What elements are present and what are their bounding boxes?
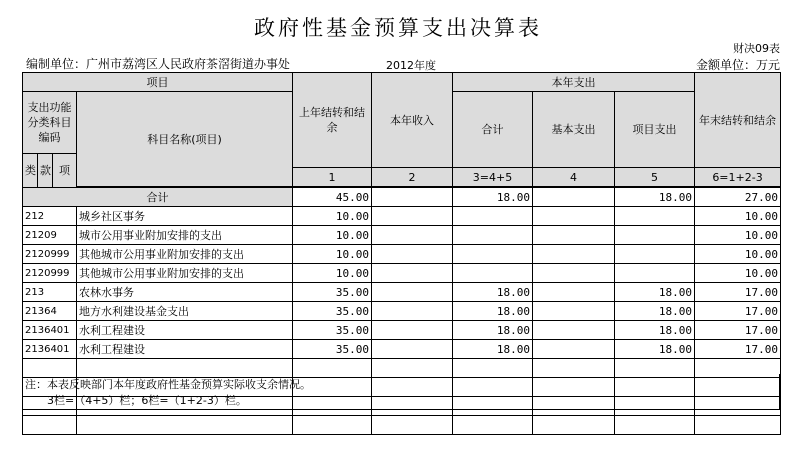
empty-row	[23, 416, 781, 435]
header-basic: 基本支出	[533, 92, 615, 168]
table-row	[23, 321, 781, 340]
row-name: 城市公用事业附加安排的支出	[77, 226, 293, 245]
col-index-4: 4	[533, 168, 615, 187]
col-index-2: 2	[372, 168, 453, 187]
total-basic	[533, 188, 615, 207]
row-income	[372, 302, 453, 321]
row-end: 10.00	[695, 226, 781, 245]
row-end: 10.00	[695, 264, 781, 283]
row-prev: 10.00	[293, 226, 372, 245]
header-project: 项目支出	[615, 92, 695, 168]
row-name: 其他城市公用事业附加安排的支出	[77, 245, 293, 264]
row-income	[372, 340, 453, 359]
row-name: 水利工程建设	[77, 321, 293, 340]
row-code: 2136401	[23, 321, 77, 340]
row-end: 10.00	[695, 207, 781, 226]
row-end: 17.00	[695, 321, 781, 340]
row-basic	[533, 302, 615, 321]
total-prev: 45.00	[293, 188, 372, 207]
row-code: 2120999	[23, 264, 77, 283]
row-income	[372, 226, 453, 245]
total-expense: 18.00	[453, 188, 533, 207]
row-income	[372, 321, 453, 340]
total-end: 27.00	[695, 188, 781, 207]
header-end-balance: 年末结转和结余	[695, 73, 781, 168]
row-prev: 35.00	[293, 321, 372, 340]
row-income	[372, 245, 453, 264]
row-basic	[533, 340, 615, 359]
row-project	[615, 226, 695, 245]
table-row	[23, 302, 781, 321]
row-prev: 10.00	[293, 245, 372, 264]
row-end: 17.00	[695, 340, 781, 359]
footnote	[22, 374, 780, 410]
row-code: 213	[23, 283, 77, 302]
row-total	[453, 264, 533, 283]
row-basic	[533, 321, 615, 340]
row-total	[453, 207, 533, 226]
row-total: 18.00	[453, 340, 533, 359]
header-expense: 本年支出	[453, 73, 695, 92]
row-basic	[533, 245, 615, 264]
report-title: 政府性基金预算支出决算表	[254, 16, 542, 40]
col-index-3: 3=4+5	[453, 168, 533, 187]
header-prev-balance: 上年结转和结余	[293, 73, 372, 168]
row-prev: 35.00	[293, 302, 372, 321]
row-total: 18.00	[453, 302, 533, 321]
row-income	[372, 264, 453, 283]
report-year: 2012年度	[386, 59, 436, 72]
row-total: 18.00	[453, 283, 533, 302]
header-income: 本年收入	[372, 73, 453, 168]
row-basic	[533, 283, 615, 302]
compiling-unit: 编制单位：广州市荔湾区人民政府茶滘街道办事处	[26, 57, 291, 71]
row-end: 17.00	[695, 283, 781, 302]
col-index-5: 5	[615, 168, 695, 187]
row-prev: 35.00	[293, 283, 372, 302]
row-name: 城乡社区事务	[77, 207, 293, 226]
row-end: 17.00	[695, 302, 781, 321]
row-name: 水利工程建设	[77, 340, 293, 359]
row-end: 10.00	[695, 245, 781, 264]
table-row	[23, 245, 781, 264]
row-basic	[533, 264, 615, 283]
row-prev: 10.00	[293, 207, 372, 226]
row-project	[615, 264, 695, 283]
row-basic	[533, 226, 615, 245]
row-total	[453, 245, 533, 264]
row-project: 18.00	[615, 340, 695, 359]
header-code: 支出功能分类科目编码	[23, 92, 77, 154]
table-row	[23, 283, 781, 302]
row-income	[372, 283, 453, 302]
row-project: 18.00	[615, 302, 695, 321]
row-basic	[533, 207, 615, 226]
row-income	[372, 207, 453, 226]
row-code: 212	[23, 207, 77, 226]
row-project	[615, 245, 695, 264]
row-code: 2136401	[23, 340, 77, 359]
header-kuan: 款	[38, 154, 53, 188]
col-index-1: 1	[293, 168, 372, 187]
header-lei: 类	[23, 154, 38, 188]
footnote-line-1: 注：本表反映部门本年度政府性基金预算实际收支余情况。	[25, 378, 311, 391]
row-project: 18.00	[615, 283, 695, 302]
header-name: 科目名称(项目)	[77, 92, 293, 187]
row-prev: 10.00	[293, 264, 372, 283]
row-name: 地方水利建设基金支出	[77, 302, 293, 321]
footnote-line-2: 3栏=（4+5）栏；6栏=（1+2-3）栏。	[47, 394, 247, 407]
total-row-label: 合计	[23, 188, 293, 207]
table-row	[23, 264, 781, 283]
header-item: 项目	[23, 73, 293, 92]
header-xiang: 项	[53, 154, 77, 188]
table-row	[23, 226, 781, 245]
row-name: 农林水事务	[77, 283, 293, 302]
total-income	[372, 188, 453, 207]
form-number: 财决09表	[733, 42, 780, 55]
row-total: 18.00	[453, 321, 533, 340]
total-project: 18.00	[615, 188, 695, 207]
table-row	[23, 340, 781, 359]
row-project	[615, 207, 695, 226]
header-expense-total: 合计	[453, 92, 533, 168]
row-code: 21364	[23, 302, 77, 321]
row-project: 18.00	[615, 321, 695, 340]
row-code: 21209	[23, 226, 77, 245]
table-row	[23, 207, 781, 226]
row-name: 其他城市公用事业附加安排的支出	[77, 264, 293, 283]
amount-unit: 金额单位：万元	[695, 58, 780, 72]
row-prev: 35.00	[293, 340, 372, 359]
col-index-6: 6=1+2-3	[695, 168, 781, 187]
row-total	[453, 226, 533, 245]
row-code: 2120999	[23, 245, 77, 264]
